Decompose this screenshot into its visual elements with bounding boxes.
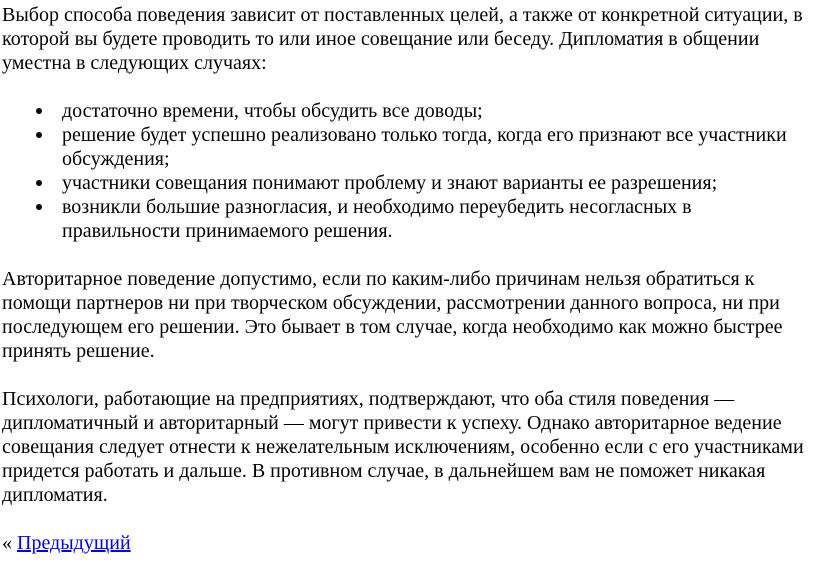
paragraph-intro: Выбор способа поведения зависит от поставленных целей, а также от конкретной ситуации, в которой вы будете проводить то или иное совещание или беседу. Дипломатия в общении уместна в следующих случаях: bbox=[2, 4, 803, 74]
diplomacy-cases-list bbox=[2, 99, 812, 243]
paragraph-psychologists: Психологи, работающие на предприятиях, подтверждают, что оба стиля поведения — дипломатичный и авторитарный — могут привести к успеху. Однако авторитарное ведение совещания следует отнести к нежелательным исключениям, особенно если с его участниками придется работать и дальше. В противном случае, в дальнейшем вам не поможет никакая дипломатия. bbox=[2, 388, 804, 506]
list-item: участники совещания понимают проблему и знают варианты ее разрешения; bbox=[62, 171, 812, 195]
article-body bbox=[0, 3, 816, 555]
previous-page-link[interactable]: Предыдущий bbox=[17, 532, 131, 554]
list-item: решение будет успешно реализовано только тогда, когда его признают все участники обсуждения; bbox=[62, 123, 812, 171]
paragraph-authoritarian: Авторитарное поведение допустимо, если по каким-либо причинам нельзя обратиться к помощи партнеров ни при творческом обсуждении, рассмотрении данного вопроса, ни при последующем его решении. Это бывает в том случае, когда необходимо как можно быстрее принять решение. bbox=[2, 268, 783, 362]
prev-arrow: « bbox=[2, 532, 12, 554]
paragraph-spacer bbox=[2, 363, 812, 387]
list-item: возникли большие разногласия, и необходимо переубедить несогласных в правильности принимаемого решения. bbox=[62, 195, 812, 243]
list-item: достаточно времени, чтобы обсудить все доводы; bbox=[62, 99, 812, 123]
pagination-nav bbox=[2, 531, 812, 555]
